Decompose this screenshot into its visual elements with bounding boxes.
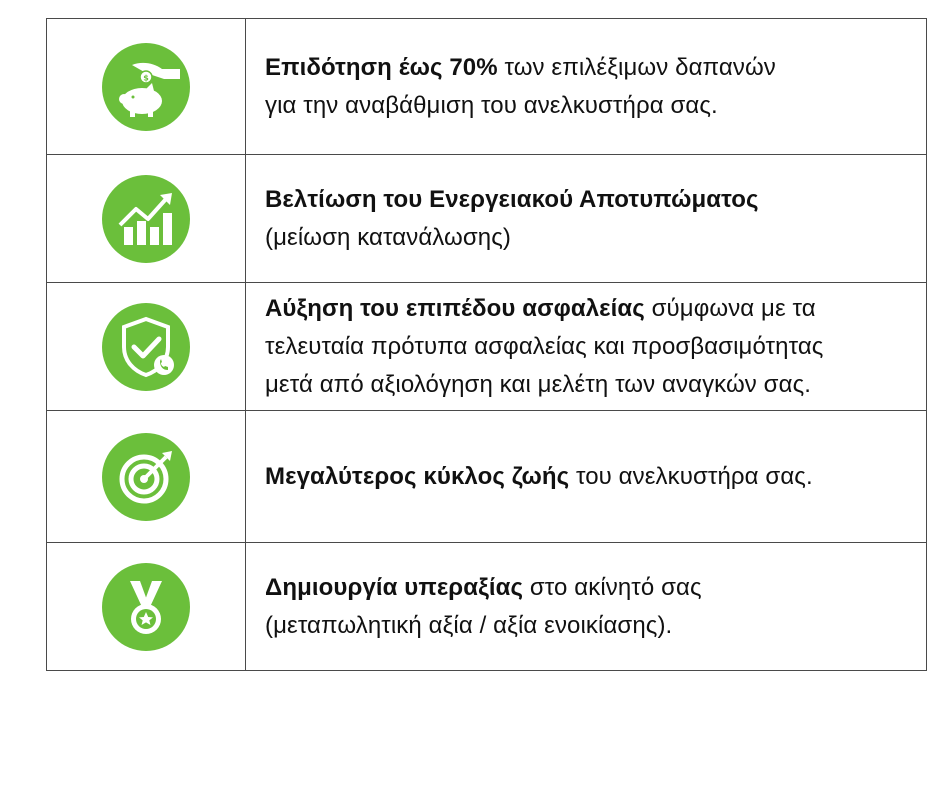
medal-icon: [102, 563, 190, 651]
text-line: τελευταία πρότυπα ασφαλείας και προσβασιμότητας: [265, 332, 824, 360]
text-line: για την αναβάθμιση του ανελκυστήρα σας.: [265, 91, 718, 119]
benefit-text: [246, 543, 927, 671]
benefit-text: [246, 19, 927, 155]
text-line: (μεταπωλητική αξία / αξία ενοικίασης).: [265, 611, 673, 639]
benefit-row-value: [47, 543, 927, 671]
icon-cell: [47, 411, 246, 543]
benefit-row-safety: [47, 283, 927, 411]
text-line: Δημιουργία υπεραξίας στο ακίνητό σας: [265, 573, 702, 601]
icon-cell: [47, 543, 246, 671]
piggy-bank-icon: [102, 43, 190, 131]
text-line: μετά από αξιολόγηση και μελέτη των αναγκών σας.: [265, 370, 812, 398]
benefit-text: [246, 155, 927, 283]
text-line: Βελτίωση του Ενεργειακού Αποτυπώματος: [265, 185, 759, 213]
icon-cell: [47, 155, 246, 283]
icon-cell: [47, 19, 246, 155]
text-line: (μείωση κατανάλωσης): [265, 223, 511, 251]
benefit-text: [246, 411, 927, 543]
target-icon: [102, 433, 190, 521]
text-line: Μεγαλύτερος κύκλος ζωής του ανελκυστήρα σας.: [265, 462, 813, 490]
text-line: Επιδότηση έως 70% των επιλέξιμων δαπανών: [265, 53, 776, 81]
text-line: Αύξηση του επιπέδου ασφαλείας σύμφωνα με τα: [265, 294, 816, 322]
benefits-table: [46, 18, 927, 671]
benefit-text: [246, 283, 927, 411]
svg-text:$: $: [143, 73, 149, 82]
benefit-row-subsidy: [47, 19, 927, 155]
benefit-row-energy: [47, 155, 927, 283]
growth-chart-icon: [102, 175, 190, 263]
icon-cell: [47, 283, 246, 411]
shield-check-icon: [102, 303, 190, 391]
benefit-row-lifecycle: [47, 411, 927, 543]
